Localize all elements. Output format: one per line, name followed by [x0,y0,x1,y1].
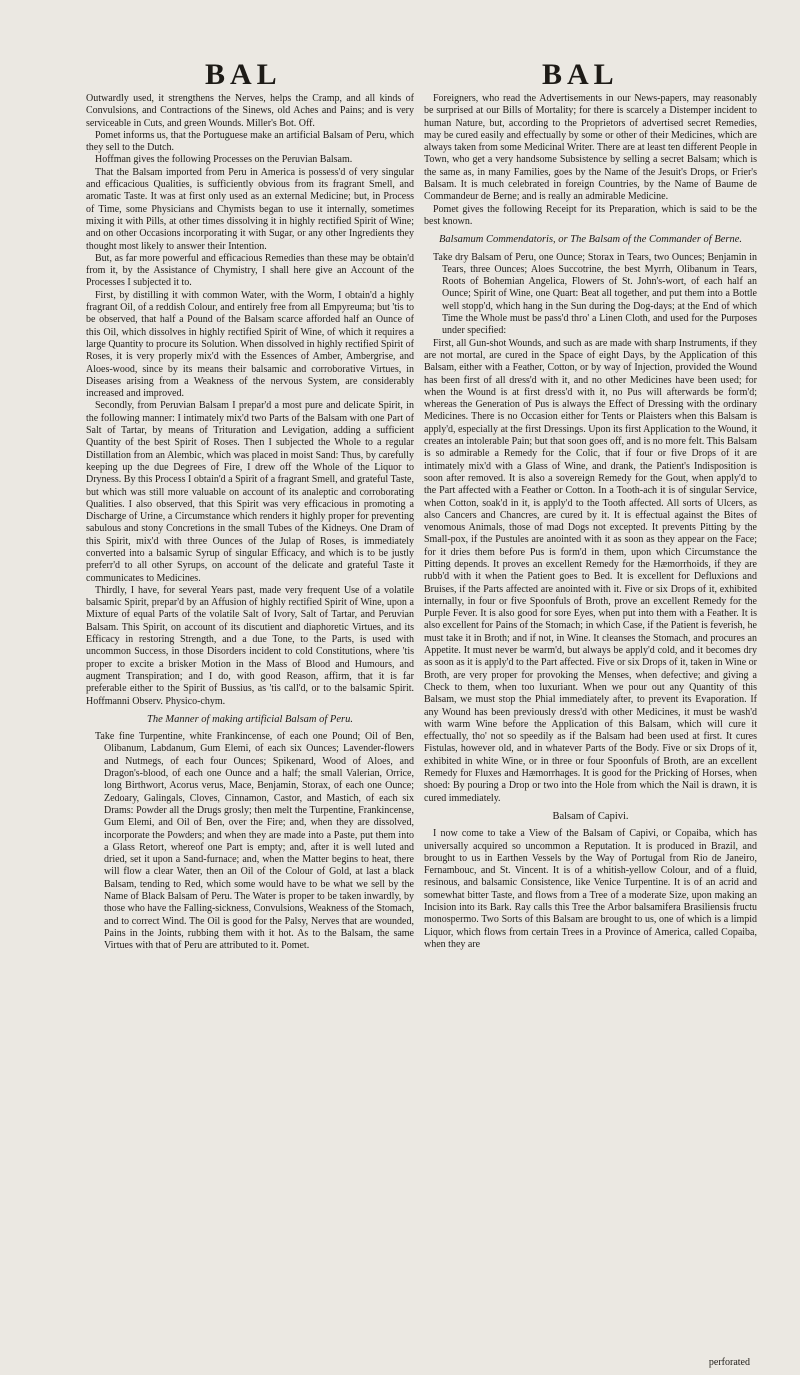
paragraph: Outwardly used, it strengthens the Nerves, helps the Cramp, and all kinds of Convulsions, and Contractions of the Sinews, old Aches and Pains; and is very serviceable in Cuts, and green Wounds. Miller's Bot. Off. [86,93,414,129]
paragraph: That the Balsam imported from Peru in America is possess'd of very singular and efficacious Qualities, is sufficiently obvious from its fragrant Smell, and aromatic Taste. It was at first only used as an external Medicine; but, in Process of Time, some Physicians and Chymists began to use it internally, sometimes mixing it with Pills, at other times dissolving it in highly rectified Spirit of Wine; and on other Occasions incorporating it with Sugar, or any other Ingredients they thought most likely to answer their Intention. [86,166,414,252]
section-heading: Balsamum Commendatoris, or The Balsam of the Commander of Berne. [438,234,743,246]
header-left: BAL [205,58,282,91]
paragraph: But, as far more powerful and efficacious Remedies than these may be obtain'd from it, by the Assistance of Chymistry, I shall here give an Account of the Processes I subjected it to. [86,252,414,289]
right-column [424,93,757,951]
paragraph: Secondly, from Peruvian Balsam I prepar'd a most pure and delicate Spirit, in the following manner: I intimately mix'd two Parts of the Balsam with one Part of Salt of Tartar, by means of Trituration and Levigation, adding a sufficient Quantity of the best Spirit of Roses. Then I subjected the Whole to a regular Distillation from an Alembic, which was placed in moist Sand: Thus, by carefully keeping up the due Degrees of Fire, I drew off the Whole of the Liquor to Dryness. By this Process I obtain'd a Spirit of a fragrant Smell, and grateful Taste, but which was still more valuable on account of its analeptic and corroborating Qualities. I also observed, that this Spirit was very efficacious in promoting a Discharge of Urine, a Circumstance which renders it highly proper for preventing sabulous and stony Concretions in the small Tubes of the Kidneys. One Dram of this Spirit, mix'd with three Ounces of the Julap of Roses, is immediately converted into a balsamic Syrup of singular Efficacy, and which is to be justly preferr'd to all other Syrups, on account of the delicate and grateful Taste it communicates to Medicines. [86,400,414,584]
recipe-paragraph: Take dry Balsam of Peru, one Ounce; Storax in Tears, two Ounces; Benjamin in Tears, three Ounces; Aloes Succotrine, the best Myrrh, Olibanum in Tears, Roots of Bohemian Angelica, Flowers of St. John's-wort, of each half an Ounce; Spirit of Wine, one Quart: Beat all together, and put them into a Bottle well stopp'd, which hang in the Sun during the Dog-days; at the End of which Time the Whole must be pass'd thro' a Linen Cloth, and used for the Purposes under specified: [433,251,757,337]
left-column [86,93,414,952]
header-right: BAL [542,58,619,91]
paragraph: Hoffman gives the following Processes on the Peruvian Balsam. [95,154,353,166]
recipe-paragraph: Take fine Turpentine, white Frankincense, of each one Pound; Oil of Ben, Olibanum, Labdanum, Gum Elemi, of each six Ounces; Lavender-flowers and Nutmegs, of each four Ounces; Spikenard, Wood of Aloes, and Dragon's-blood, of each one Ounce and a half; the small Valerian, Orrice, long Birthwort, Acorus verus, Mace, Benjamin, Storax, of each one Ounce; Zedoary, Galingals, Cloves, Cinnamon, Castor, and Mastich, of each six Drams: Powder all the Drugs grosly; then melt the Turpentine, Frankincense, Gum Elemi, and Oil of Ben, over the Fire; and, when they are dissolved, incorporate the Powders; and when they are made into a Paste, put them into a Glass Retort, whereof one Part is empty; and, after it is well luted and dried, set it upon a Sand-furnace; and, when the Matter begins to heat, there will flow a clear Water, then an Oil of the Colour of Gold, at last a black Balsam, tending to Red, which some would have to be what we sell by the Name of Black Balsam of Peru. The Water is proper to be taken inwardly, by those who have the Falling-sickness, Convulsions, Weakness of the Stomach, and to correct Wind. The Oil is good for the Palsy, Nerves that are wounded, Pains in the Joints, rubbing them with it hot. As to the Balsam, the same Virtues with that of Peru are attributed to it. Pomet. [95,731,414,952]
paragraph: I now come to take a View of the Balsam of Capivi, or Copaiba, which has universally acquired so uncommon a Reputation. It is produced in Brazil, and brought to us in Earthen Vessels by the Way of Portugal from Rio de Janeiro, Fernambouc, and St. Vincent. It is of a whitish-yellow Colour, and of a fluid, resinous, and balsamic Consistence, like Venice Turpentine. It is of an acrid and somewhat bitter Taste, and flows from a Tree of a moderate Size, upon making an Incision into its Bark. Ray calls this Tree the Arbor balsamifera Brasiliensis fructu monospermo. Two Sorts of this Balsam are brought to us, one of which is a limpid Liquor, which flows from certain Trees in a Province of America, called Copaiba, when they are [424,828,757,950]
paragraph: Thirdly, I have, for several Years past, made very frequent Use of a volatile balsamic Spirit, prepar'd by an Affusion of highly rectified Spirit of Wine, upon a Mixture of equal Parts of the volatile Salt of Ivory, Salt of Tartar, and Peruvian Balsam. This Spirit, on account of its discutient and diaphoretic Virtues, and its Efficacy in restoring Strength, and a due Tone, to the Parts, is used with uncommon Success, in those Disorders incident to cold Constitutions, where 'tis proper to excite a brisker Motion in the Mass of Blood and Humours, and augment Transpiration; and I do, with good Reason, affirm, that it is far preferable either to the Spirit of Bussius, as 'tis call'd, or to the balsamic Spirit. Hoffmanni Observ. Physico-chym. [86,584,414,707]
paragraph: Pomet gives the following Receipt for its Preparation, which is said to be the best known. [424,203,757,227]
paragraph: Pomet informs us, that the Portuguese make an artificial Balsam of Peru, which they sell to the Dutch. [86,129,414,154]
paragraph: First, by distilling it with common Water, with the Worm, I obtain'd a highly fragrant Oil, of a reddish Colour, and entirely free from all Empyreuma; but 'tis to be observed, that half a Pound of the Balsam scarce afforded half an Ounce of this Oil, which dissolves in highly rectified Spirit of Wine, of which it requires a large Quantity to procure its Solution. When dissolved in highly rectified Spirit of Roses, it is very properly mix'd with the Essences of Amber, Ambergrise, and Aloes-wood, since by its means their balsamic and corroborative Virtues, in Diseases arising from a Weakness of the nervous System, are considerably increased and improved. [86,289,414,400]
paragraph: First, all Gun-shot Wounds, and such as are made with sharp Instruments, if they are not mortal, are cured in the Space of eight Days, by the Application of this Balsam, either with a Feather, Cotton, or by way of Injection, provided the Wound has been first of all dress'd with it, and no other Medicines have been used; for when the Wound is at first dress'd with it, no Pus will afterwards be form'd; whereas the Generation of Pus is always the Effect of Dressing with the ordinary Medicines. There is no Occasion either for Tents or Plaisters when this Balsam is apply'd, especially at the first Dressings. Upon its first Application to the Wound, it creates an intolerable Pain; but that soon goes off, and is no more felt. This Balsam is so admirable a Remedy for the Colic, that if four or five Drops of it are intimately mix'd with a Glass of Wine, and drank, the Patient's Indisposition is soon after removed. It is also a sovereign Remedy for the Gout, when apply'd to the Part affected with a Feather or Cotton. In a Tooth-ach it is of singular Service, when Cotton, soak'd in it, is apply'd to the Tooth affected. All sorts of Ulcers, as also Cancers and Chancres, are cured by it. It is effectual against the Bites of venomous Animals, those of mad Dogs not excepted. It prevents Pitting by the Small-pox, if the Pustules are anointed with it as soon as they appear on the Face; for it dries them before Pus is form'd in them, upon which Circumstance the Pitting depends. It proves an excellent Remedy for the Hæmorrhoids, if they are rubb'd with it when the Patient goes to Bed. It is excellent for Defluxions and Bruises, if the Parts affected are anointed with it. Five or six Drops of it, exhibited internally, in four or five Spoonfuls of Broth, prove an excellent Remedy for the Purple Fever. It is also good for sore Eyes, when put into them with a Feather. It is also excellent for Pains of the Stomach; in which Case, if the Patient is feverish, he must take it in Broth; and if not, in Wine. It cleanses the Stomach, and procures an Appetite. It must never be warm'd, but always be apply'd cold, and it becomes dry as soon as it is apply'd to the Part affected. Five or six Drops of it, taken in Wine or Broth, are very proper for provoking the Menses, when defective; and giving a Check to them, when too luxuriant. When we pour out any Quantity of this Balsam, we must stop the Phial immediately after, to prevent its Evaporation. If any Wound has been previously dress'd with other Medicines, it must be wash'd with warm Wine before the Application of this Balsam, which will cure it effectually, tho' not so speedily as if the Balsam had been used at first. It cures Fistulas, however old, and in whatever Parts of the Body. Five or six Drops of it, exhibited in white Wine, or in three or four Spoonfuls of Broth, are an excellent Remedy for Fluxes and Hæmorrhages. It is good for the Pricking of Horses, when shoed: By pouring a Drop or two into the Hole from which the Nail is drawn, it is cured immediately. [424,337,757,804]
section-heading: The Manner of making artificial Balsam of Peru. [147,713,353,725]
paragraph: Foreigners, who read the Advertisements in our News-papers, may reasonably be surprised at our Bills of Mortality; for there is scarcely a Distemper incident to human Nature, but, according to the Proprietors of advertised secret Remedies, may be cured easily and effectually by some or other of their Medicines, which are always taken from some Medicinal Writer. There are at least ten different People in Town, who get a very handsome Subsistence by selling a secret Balsam; which is the same as, in many Families, goes by the Name of the Jesuit's Drops, or Frier's Balsam. It is much celebrated in foreign Countries, by the Name of Baume de Commandeur de Berne; and is really an admirable Medicine. [424,93,757,203]
section-heading: Balsam of Capivi. [552,810,629,822]
catchword: perforated [708,1357,750,1368]
